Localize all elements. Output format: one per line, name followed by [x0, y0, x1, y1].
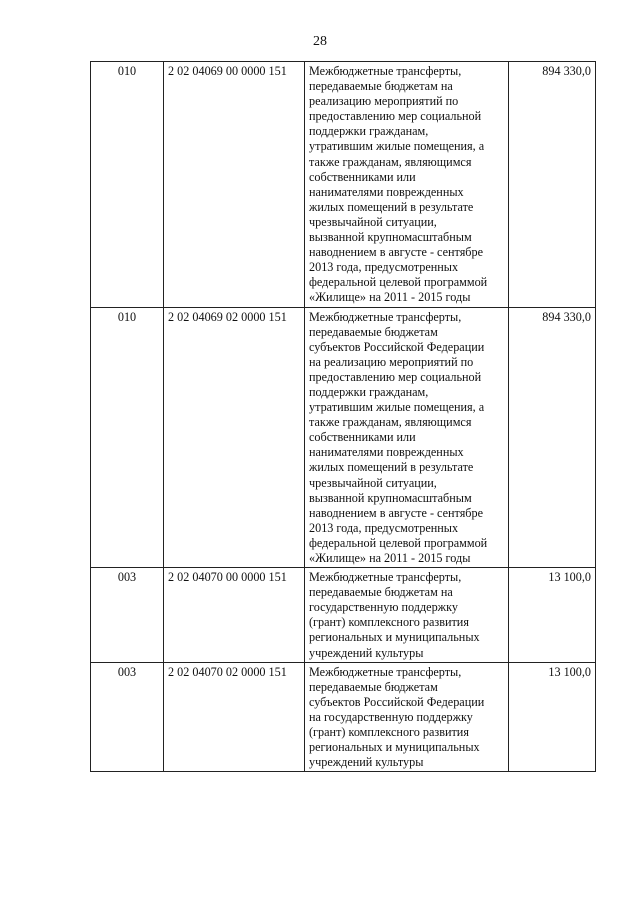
- description-cell: [305, 307, 509, 568]
- table-row: [91, 568, 596, 663]
- description-line: поддержки гражданам,: [309, 124, 429, 139]
- description-line: региональных и муниципальных: [309, 630, 480, 645]
- description-line: региональных и муниципальных: [309, 740, 480, 755]
- description-line: (грант) комплексного развития: [309, 615, 469, 630]
- description-line: утратившим жилые помещения, а: [309, 400, 485, 415]
- admin-code-cell: 003: [91, 568, 164, 663]
- description-line: передаваемые бюджетам на: [309, 79, 453, 94]
- description-cell: [305, 662, 509, 772]
- description-line: передаваемые бюджетам на: [309, 585, 453, 600]
- description-line: собственниками или: [309, 430, 416, 445]
- description-line: поддержки гражданам,: [309, 384, 429, 399]
- description-line: на государственную поддержку: [309, 709, 473, 724]
- description-line: реализацию мероприятий по: [309, 94, 459, 109]
- description-line: Межбюджетные трансферты,: [309, 570, 462, 585]
- description-line: Межбюджетные трансферты,: [309, 64, 462, 78]
- budget-code-cell: 2 02 04070 00 0000 151: [164, 568, 305, 663]
- table-row: [91, 662, 596, 772]
- description-line: субъектов Российской Федерации: [309, 339, 485, 354]
- description-line: также гражданам, являющимся: [309, 154, 472, 169]
- description-line: (грант) комплексного развития: [309, 725, 469, 740]
- amount-cell: 894 330,0: [509, 307, 596, 568]
- description-line: 2013 года, предусмотренных: [309, 260, 459, 275]
- description-line: наводнением в августе - сентябре: [309, 505, 484, 520]
- budget-code-cell: 2 02 04069 00 0000 151: [164, 62, 305, 308]
- description-line: 2013 года, предусмотренных: [309, 520, 459, 535]
- budget-table-body: [91, 62, 596, 772]
- description-line: Межбюджетные трансферты,: [309, 664, 462, 679]
- description-line: жилых помещений в результате: [309, 199, 474, 214]
- admin-code-cell: 003: [91, 662, 164, 772]
- table-row: [91, 307, 596, 568]
- description-line: также гражданам, являющимся: [309, 415, 472, 430]
- description-line: «Жилище» на 2011 - 2015 годы: [309, 551, 471, 565]
- description-line: чрезвычайной ситуации,: [309, 214, 437, 229]
- description-line: учреждений культуры: [309, 645, 424, 660]
- table-row: [91, 62, 596, 308]
- description-line: Межбюджетные трансферты,: [309, 309, 462, 324]
- description-line: на реализацию мероприятий по: [309, 354, 474, 369]
- amount-cell: 894 330,0: [509, 62, 596, 308]
- description-line: предоставлению мер социальной: [309, 109, 482, 124]
- admin-code-cell: 010: [91, 62, 164, 308]
- page-number: 28: [313, 34, 327, 49]
- description-line: предоставлению мер социальной: [309, 369, 482, 384]
- amount-cell: 13 100,0: [509, 662, 596, 772]
- description-line: нанимателями поврежденных: [309, 184, 464, 199]
- description-line: учреждений культуры: [309, 755, 424, 770]
- description-line: передаваемые бюджетам: [309, 324, 438, 339]
- description-cell: [305, 568, 509, 663]
- description-line: вызванной крупномасштабным: [309, 490, 472, 505]
- budget-table: [90, 61, 596, 772]
- amount-cell: 13 100,0: [509, 568, 596, 663]
- description-line: федеральной целевой программой: [309, 275, 488, 290]
- description-line: чрезвычайной ситуации,: [309, 475, 437, 490]
- admin-code-cell: 010: [91, 307, 164, 568]
- description-line: утратившим жилые помещения, а: [309, 139, 485, 154]
- budget-code-cell: 2 02 04070 02 0000 151: [164, 662, 305, 772]
- description-line: вызванной крупномасштабным: [309, 230, 472, 245]
- description-line: государственную поддержку: [309, 600, 458, 615]
- description-cell: [305, 62, 509, 308]
- description-line: федеральной целевой программой: [309, 535, 488, 550]
- description-line: «Жилище» на 2011 - 2015 годы: [309, 290, 471, 305]
- budget-code-cell: 2 02 04069 02 0000 151: [164, 307, 305, 568]
- description-line: жилых помещений в результате: [309, 460, 474, 475]
- description-line: собственниками или: [309, 169, 416, 184]
- description-line: субъектов Российской Федерации: [309, 694, 485, 709]
- description-line: наводнением в августе - сентябре: [309, 245, 484, 260]
- description-line: передаваемые бюджетам: [309, 679, 438, 694]
- description-line: нанимателями поврежденных: [309, 445, 464, 460]
